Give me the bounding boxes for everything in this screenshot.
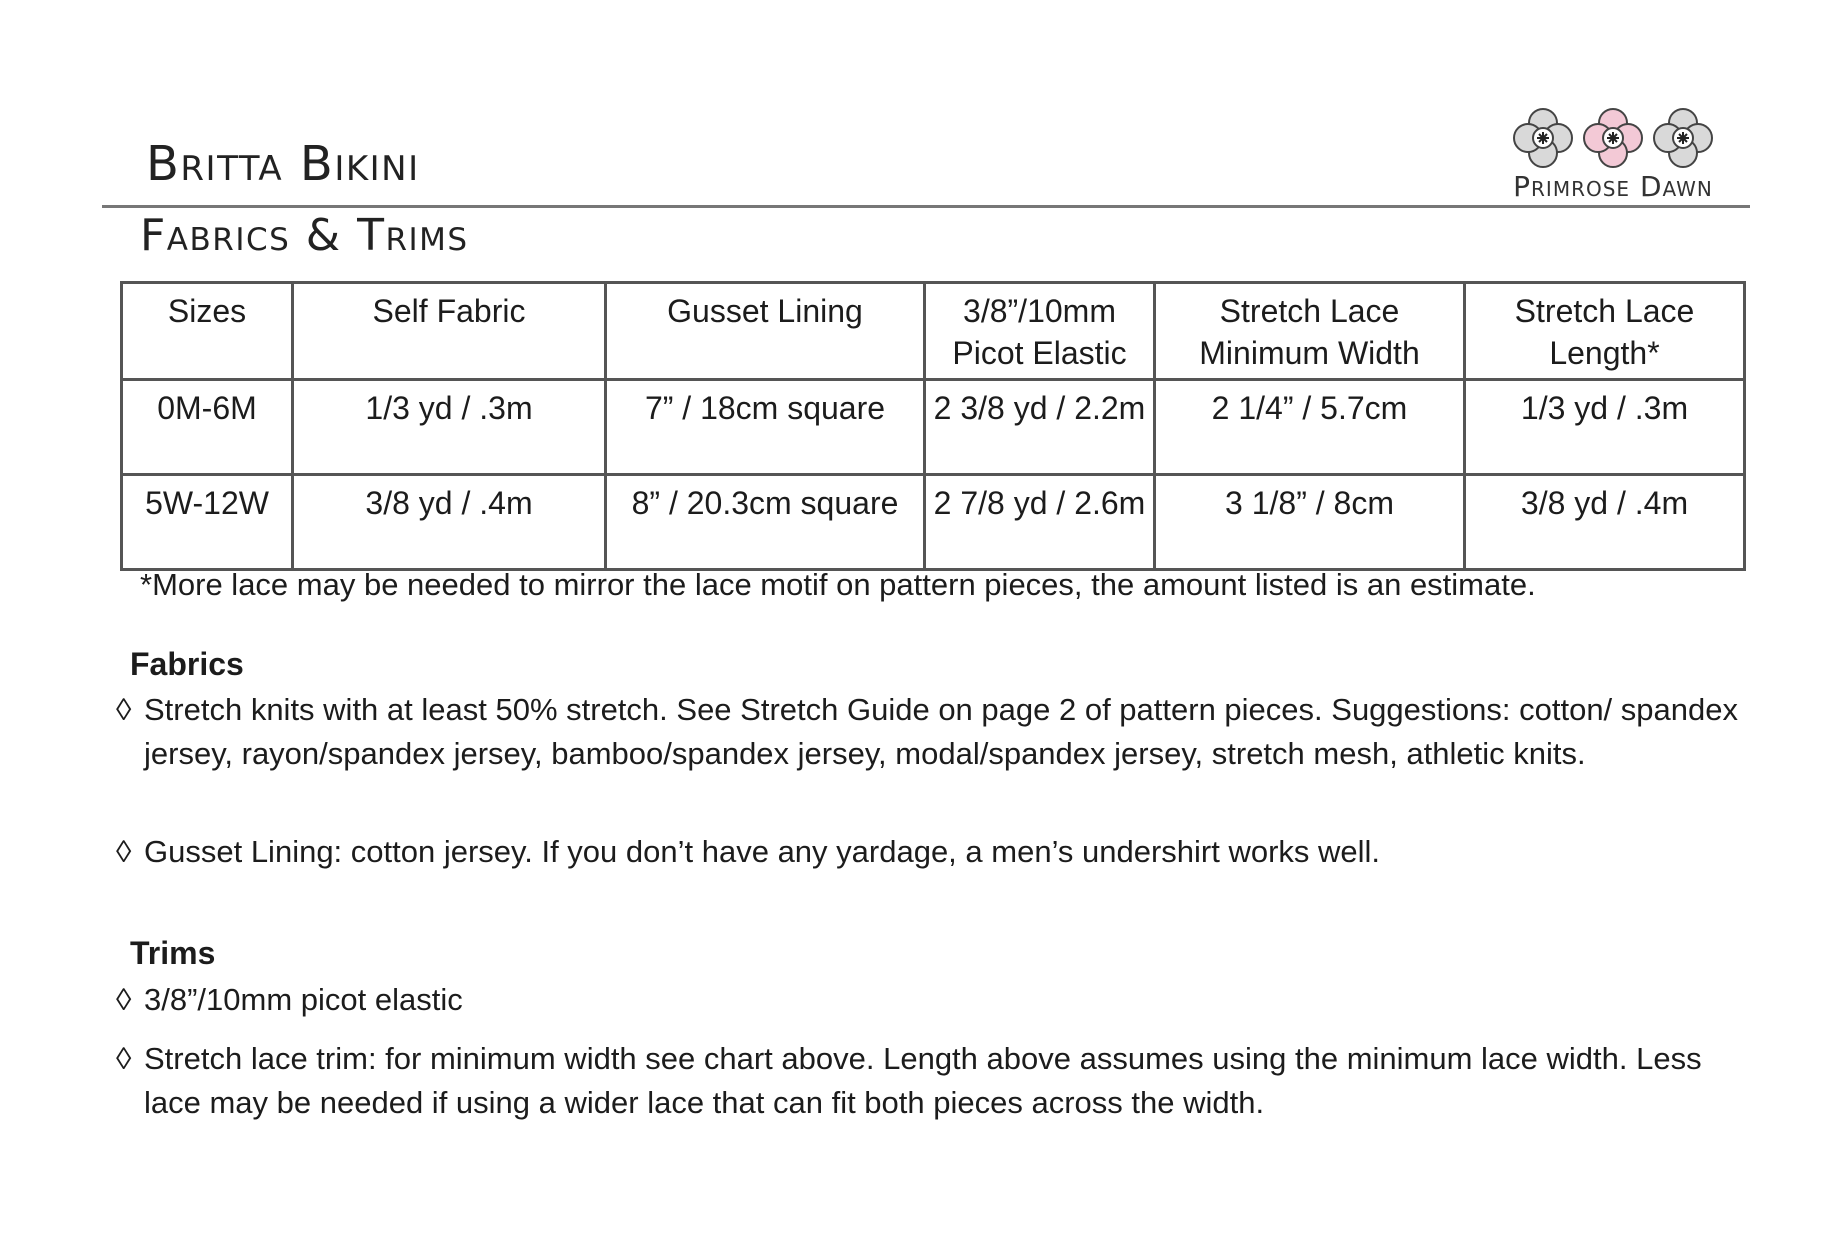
table-row [122,475,1745,570]
diamond-bullet-icon: ◊ [116,1041,132,1076]
flower-gray-right [1654,109,1712,167]
table-cell: 3 1/8” / 8cm [1155,475,1465,570]
list-item [116,830,1756,874]
list-item-text: Stretch lace trim: for minimum width see chart above. Length above assumes using the minimum lace width. Less lace may be needed if using a wider lace that can fit both pieces across the width. [144,1041,1702,1120]
flower-pink-center [1584,109,1642,167]
diamond-bullet-icon: ◊ [116,982,132,1017]
flower-gray-left [1514,109,1572,167]
list-item [116,978,1756,1022]
table-cell: 3/8 yd / .4m [293,475,606,570]
brand-logo [1478,104,1748,204]
list-item-text: Stretch knits with at least 50% stretch. See Stretch Guide on page 2 of pattern pieces. Suggestions: cotton/ spandex jersey, rayon/spandex jersey, bamboo/spandex jersey, modal/spandex jersey, stretch mesh, athletic knits. [144,692,1738,771]
list-item [116,688,1756,776]
column-header: Sizes [122,283,293,380]
fabrics-heading: Fabrics [130,646,244,682]
table-cell: 2 3/8 yd / 2.2m [925,380,1155,475]
table-cell: 1/3 yd / .3m [293,380,606,475]
table-cell: 5W-12W [122,475,293,570]
list-item-text: Gusset Lining: cotton jersey. If you don’t have any yardage, a men’s undershirt works well. [144,834,1381,869]
table-cell: 0M-6M [122,380,293,475]
diamond-bullet-icon: ◊ [116,834,132,869]
column-header: Self Fabric [293,283,606,380]
table-cell: 2 7/8 yd / 2.6m [925,475,1155,570]
table-cell: 3/8 yd / .4m [1465,475,1745,570]
table-cell: 7” / 18cm square [606,380,925,475]
list-item-text: 3/8”/10mm picot elastic [144,982,463,1017]
document-title: Britta Bikini [146,136,420,192]
column-header: 3/8”/10mm Picot Elastic [925,283,1155,380]
brand-name: Primrose Dawn [1513,170,1713,203]
table-footnote: *More lace may be needed to mirror the lace motif on pattern pieces, the amount listed is an estimate. [140,567,1536,602]
table-cell: 2 1/4” / 5.7cm [1155,380,1465,475]
fabric-requirements-table [120,281,1746,571]
column-header: Gusset Lining [606,283,925,380]
table-cell: 1/3 yd / .3m [1465,380,1745,475]
table-row [122,380,1745,475]
table-cell: 8” / 20.3cm square [606,475,925,570]
list-item [116,1037,1756,1125]
column-header: Stretch Lace Minimum Width [1155,283,1465,380]
section-subtitle: Fabrics & Trims [140,210,469,261]
table-header-row [122,283,1745,380]
header-rule [102,205,1750,208]
trims-heading: Trims [130,935,216,971]
column-header: Stretch Lace Length* [1465,283,1745,380]
flower-icon [1508,104,1718,172]
diamond-bullet-icon: ◊ [116,692,132,727]
